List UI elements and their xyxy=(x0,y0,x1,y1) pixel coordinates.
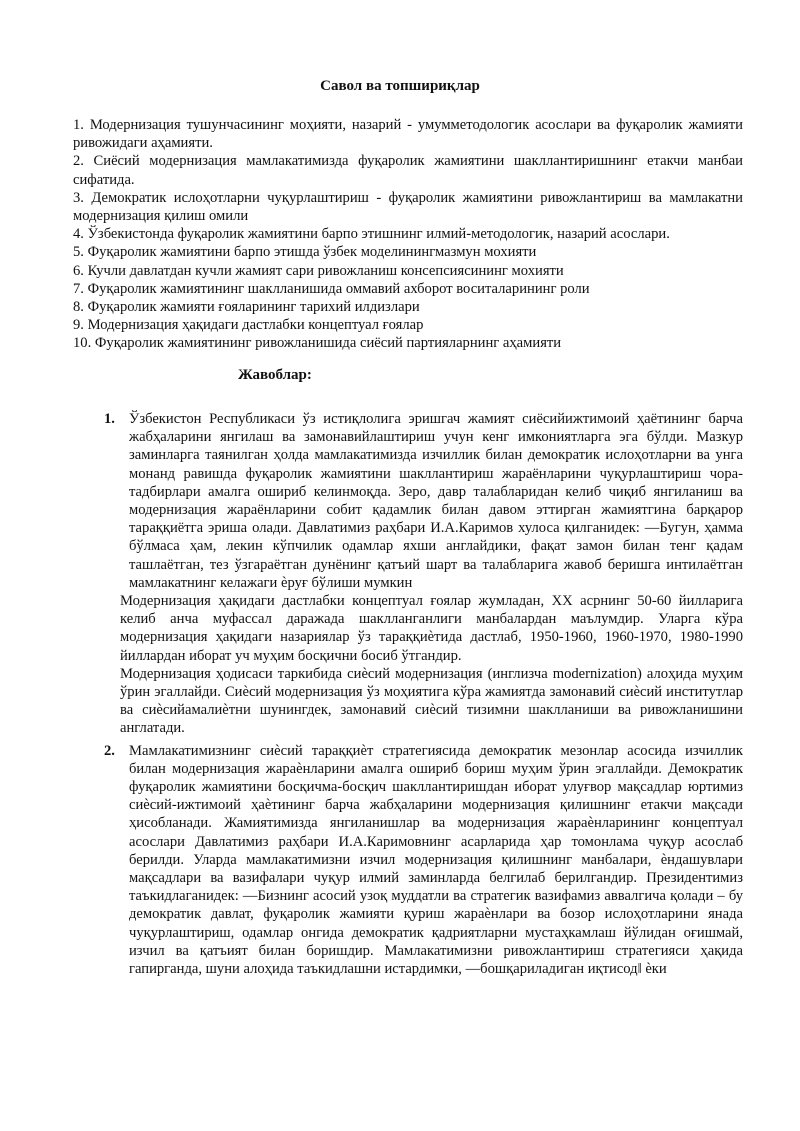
answers-list xyxy=(104,410,743,978)
question-item: 5. Фуқаролик жамиятини барпо этишда ўзбек моделинингмазмун мохияти xyxy=(73,244,537,261)
answer-paragraph: Модернизация ҳақидаги дастлабки концептуал ғоялар жумладан, XX асрнинг 50-60 йилларига келиб анча муфассал даражада шаклланганлиги манбалардан маълумдир. Уларга кўра модернизация ҳақидаги назариялар ўз тараққиѐтида дастлаб, 1950-1960, 1960-1970, 1980-1990 йиллардан иборат уч муҳим босқични босиб ўтгандир. xyxy=(120,593,743,664)
answer-paragraph: Модернизация ҳодисаси таркибида сиѐсий модернизация (инглизча modernization) алоҳида муҳим ўрин эгаллайди. Сиѐсий модернизация ўз моҳиятига кўра жамиятда замонавий сиѐсий институтлар ва сиѐсийамалиѐтни шунингдек, замонавий сиѐсий тизимни шаклланиши ва ривожланишини англатади. xyxy=(120,665,743,737)
question-item: 1. Модернизация тушунчасининг моҳияти, назарий - умумметодологик асослари ва фуқаролик жамияти ривожидаги аҳамияти. xyxy=(73,117,743,152)
question-item: 8. Фуқаролик жамияти ғояларининг тарихий илдизлари xyxy=(73,299,420,316)
question-item: 6. Кучли давлатдан кучли жамият сари ривожланиш консепсиясининг мохияти xyxy=(73,262,564,279)
question-item: 4. Ўзбекистонда фуқаролик жамиятини барпо этишнинг илмий-методологик, назарий асослари. xyxy=(73,226,670,243)
answer-item-1 xyxy=(104,410,743,592)
question-item: 3. Демократик ислоҳотларни чуқурлаштириш - фуқаролик жамиятини ривожлантириш ва мамлакатни модернизация қилиш омили xyxy=(73,189,743,225)
question-item: 10. Фуқаролик жамиятининг ривожланишида сиёсий партияларнинг аҳамияти xyxy=(73,335,562,352)
question-item: 7. Фуқаролик жамиятининг шаклланишида оммавий ахборот воситаларининг роли xyxy=(73,280,590,297)
questions-list xyxy=(73,116,743,353)
answer-number: 2. xyxy=(104,742,115,759)
answer-number: 1. xyxy=(104,411,115,427)
answer-text: Ўзбекистон Республикаси ўз истиқлолига эришгач жамият сиёсийижтимоий ҳаётининг барча жабҳаларини янгилаш ва замонавийлаштириш учун кенг имкониятларга эга бўлди. Мазкур заминларга таянилган ҳолда мамлакатимизда изчиллик билан демократик ислоҳотларни ва унга монанд равишда фуқаролик жамиятини шакллантириш жараёнларини чуқурлаштириш чора-тадбирлари амалга ошириб келинмоқда. Зеро, давр талабларидан келиб чиқиб янгиланиш ва модернизация жараёнларини собит қадамлик билан давом эттирган жамиятгина барқарор тараққиётга эриша олади. Давлатимиз раҳбари И.А.Каримов хулоса қилганидек: ―Бугун, ҳамма бўлмаса ҳам, лекин кўпчилик одамлар яхши англайдики, фақат замон билан тенг қадам ташлаётган, тез ўзгараётган дунёнинг қатъий шарт ва талабларига жавоб беришга интилаётган мамлакатнинг келажаги ѐруғ бўлиши мумкин xyxy=(129,411,743,591)
question-item: 9. Модернизация ҳақидаги дастлабки концептуал ғоялар xyxy=(73,317,424,334)
answer-text: Мамлакатимизнинг сиѐсий тараққиѐт стратегиясида демократик мезонлар асосида изчиллик билан модернизация жараѐнларини амалга ошириб бориш муҳим ўрин эгаллайди. Демократик фуқаролик жамиятини босқичма-босқич шакллантиришдан иборат улуғвор мақсадлар юртимиз сиѐсий-ижтимоий ҳаѐтининг барча жабҳаларини модернизация қилишнинг етакчи мақсади ҳисобланади. Жамиятимизда янгиланишлар ва модернизация жараѐнларининг концептуал асослари Давлатимиз раҳбари И.А.Каримовнинг асарларида ҳар томонлама чуқур асослаб берилди. Уларда мамлакатимизни изчил модернизация қилишнинг манбалари, ѐндашувлари мақсадлари ва вазифалари чуқур илмий заминларда белгилаб берилгандир. Президентимиз таъкидлаганидек: ―Бизнинг асосий узоқ муддатли ва стратегик вазифамиз аввалгича қолади – бу демократик давлат, фуқаролик жамияти қуриш жараѐнлари ва бозор ислоҳотларини янада чуқурлаштириш, одамлар онгида демократик қадриятларни мустаҳкамлаш йўлидан оғишмай, изчил ва қатъият билан боришдир. Мамлакатимизни ривожлантириш стратегияси ҳақида гапирганда, шуни алоҳида таъкидлашни истардимки, ―бошқариладиган иқтисод‖ ѐки xyxy=(129,742,743,978)
answer-item-2 xyxy=(104,742,743,979)
answers-heading: Жавоблар: xyxy=(238,367,312,383)
document-title: Савол ва топшириқлар xyxy=(320,78,480,94)
question-item: 2. Сиёсий модернизация мамлакатимизда фуқаролик жамиятини шакллантиришнинг етакчи манбаи сифатида. xyxy=(73,153,743,188)
